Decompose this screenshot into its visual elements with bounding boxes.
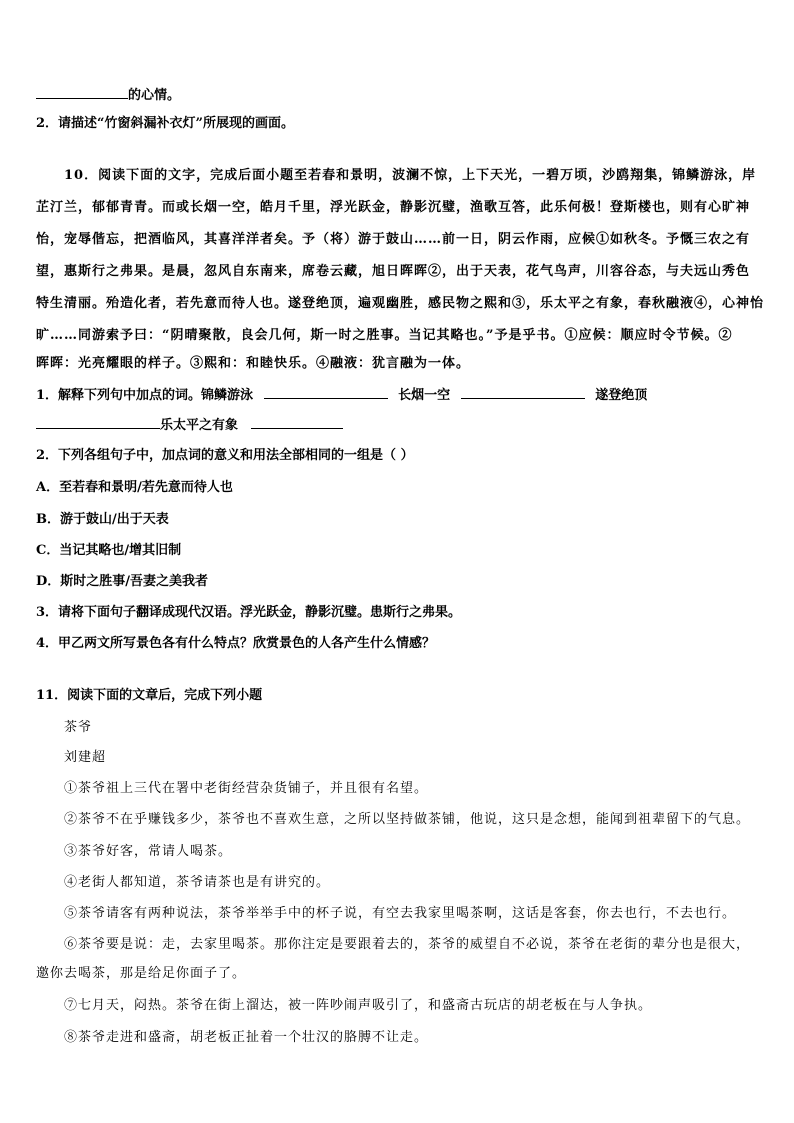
q10-sub1-cont — [36, 414, 758, 436]
q10-para-line-6: 旷……同游索予曰：“阴晴聚散，良会几何，斯一时之胜事。当记其略也。”予是乎书。①应候：顺应时令节候。② — [36, 328, 733, 343]
q10-para-line-1: 10．阅读下面的文字，完成后面小题至若春和景明，波澜不惊，上下天光，一碧万顷，沙鸥翔集，锦鳞游泳，岸 — [64, 168, 757, 183]
question-2-prior: 2．请描述“竹窗斜漏补衣灯”所展现的画面。 — [36, 116, 295, 131]
option-b[interactable]: B．游于鼓山/出于天表 — [36, 512, 169, 527]
answer-blank[interactable] — [36, 414, 160, 429]
article-para-7: ⑦七月天，闷热。茶爷在街上溜达，被一阵吵闹声吸引了，和盛斋古玩店的胡老板在与人争执。 — [64, 998, 653, 1013]
article-title: 茶爷 — [64, 720, 93, 735]
article-para-3: ③茶爷好客，常请人喝茶。 — [64, 844, 233, 859]
q10-para-line-7: 晖晖：光亮耀眼的样子。③熙和：和睦快乐。④融液：犹言融为一体。 — [36, 356, 471, 371]
q10-para-line-3: 怡，宠辱偕忘，把酒临风，其喜洋洋者矣。予（将）游于鼓山……前一日，阴云作雨，应候①如秋冬。予慨三农之有 — [36, 232, 751, 247]
line-text: 的心情。 — [128, 88, 181, 103]
article-para-8: ⑧茶爷走进和盛斋，胡老板正扯着一个壮汉的胳膊不让走。 — [64, 1030, 429, 1045]
sub1-word-2: 长烟一空 — [398, 388, 451, 403]
article-author: 刘建超 — [64, 750, 107, 765]
q10-para-line-5: 特生清丽。殆造化者，若先意而待人也。遂登绝顶，遍观幽胜，感民物之熙和③，乐太平之有象，春秋融液④，心神怡 — [36, 296, 765, 311]
article-para-6-cont: 邀你去喝茶，那是给足你面子了。 — [36, 966, 247, 981]
answer-blank[interactable] — [251, 414, 343, 429]
article-para-6: ⑥茶爷要是说：走，去家里喝茶。那你注定是要跟着去的，茶爷的威望自不必说，茶爷在老街的辈分也是很大， — [64, 937, 751, 952]
answer-blank[interactable] — [264, 384, 388, 399]
answer-blank[interactable] — [36, 84, 128, 99]
article-para-5: ⑤茶爷请客有两种说法，茶爷举举手中的杯子说，有空去我家里喝茶啊，这话是客套，你去也行，不去也行。 — [64, 906, 737, 921]
q10-para-line-4: 望，惠斯行之弗果。是晨，忽风自东南来，席卷云藏，旭日晖晖②，出于天表，花气鸟声，川容谷态，与夫远山秀色 — [36, 264, 751, 279]
q10-sub2: 2．下列各组句子中，加点词的意义和用法全部相同的一组是（ ） — [36, 448, 414, 463]
article-para-2: ②茶爷不在乎赚钱多少，茶爷也不喜欢生意，之所以坚持做茶铺，他说，这只是念想，能闻到祖辈留下的气息。 — [64, 812, 751, 827]
sub1-word-3: 遂登绝顶 — [595, 388, 648, 403]
option-c[interactable]: C．当记其略也/增其旧制 — [36, 543, 182, 558]
q10-sub4: 4．甲乙两文所写景色各有什么特点？欣赏景色的人各产生什么情感？ — [36, 636, 436, 651]
answer-line-feeling — [36, 84, 758, 106]
q10-sub3: 3．请将下面句子翻译成现代汉语。浮光跃金，静影沉璧。患斯行之弗果。 — [36, 605, 462, 620]
q10-para-line-2: 芷汀兰，郁郁青青。而或长烟一空，皓月千里，浮光跃金，静影沉璧，渔歌互答，此乐何极！登斯楼也，则有心旷神 — [36, 200, 751, 215]
q11-heading: 11．阅读下面的文章后，完成下列小题 — [36, 688, 263, 703]
q10-sub1 — [36, 384, 758, 406]
answer-blank[interactable] — [461, 384, 585, 399]
article-para-4: ④老街人都知道，茶爷请茶也是有讲究的。 — [64, 875, 331, 890]
option-a[interactable]: A．至若春和景明/若先意而待人也 — [36, 480, 233, 495]
option-d[interactable]: D．斯时之胜事/吾妻之美我者 — [36, 574, 209, 589]
sub1-label: 1．解释下列句中加点的词。锦鳞游泳 — [36, 388, 254, 403]
sub1-word-4: 乐太平之有象 — [160, 418, 239, 433]
article-para-1: ①茶爷祖上三代在署中老街经营杂货铺子，并且很有名望。 — [64, 781, 429, 796]
